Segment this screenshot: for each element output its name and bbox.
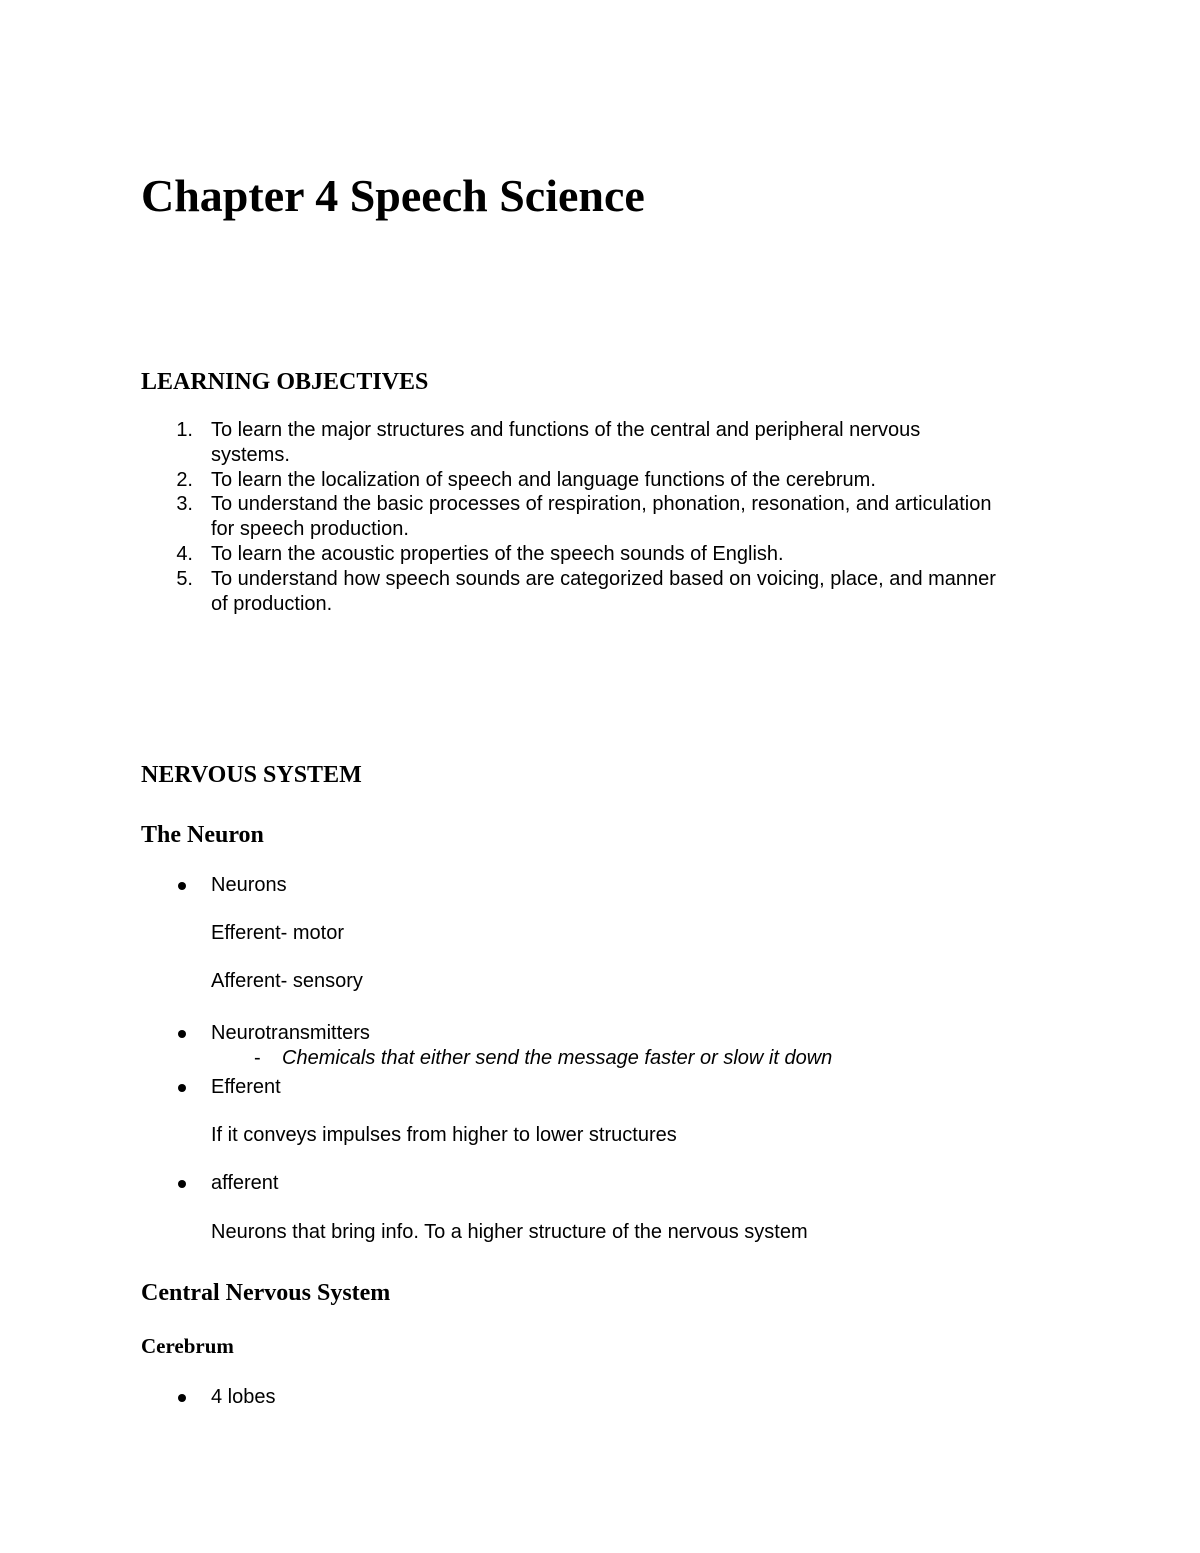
list-item: Neurons bbox=[211, 874, 287, 896]
central-nervous-system-heading: Central Nervous System bbox=[141, 1280, 391, 1306]
objective-text: To understand how speech sounds are categorized based on voicing, place, and manner bbox=[211, 568, 996, 590]
objective-text: To understand the basic processes of respiration, phonation, resonation, and articulation bbox=[211, 493, 992, 515]
bullet-icon bbox=[178, 1394, 186, 1402]
list-item-detail: Efferent- motor bbox=[211, 922, 345, 944]
objective-text: of production. bbox=[211, 593, 333, 615]
objective-text: To learn the acoustic properties of the speech sounds of English. bbox=[211, 543, 784, 565]
learning-objectives-heading: LEARNING OBJECTIVES bbox=[141, 369, 429, 395]
objective-text: systems. bbox=[211, 444, 290, 466]
bullet-icon bbox=[178, 1180, 186, 1188]
list-item-detail: Afferent- sensory bbox=[211, 970, 363, 992]
bullet-icon bbox=[178, 882, 186, 890]
list-item: afferent bbox=[211, 1172, 279, 1194]
bullet-icon bbox=[178, 1084, 186, 1092]
cerebrum-heading: Cerebrum bbox=[141, 1334, 234, 1358]
list-item: Efferent bbox=[211, 1076, 281, 1098]
list-item: Neurotransmitters bbox=[211, 1022, 370, 1044]
bullet-icon bbox=[178, 1030, 186, 1038]
objective-text: for speech production. bbox=[211, 518, 409, 540]
objective-number: 1. bbox=[176, 419, 193, 441]
objective-number: 4. bbox=[176, 543, 193, 565]
objective-number: 3. bbox=[176, 493, 193, 515]
objective-number: 2. bbox=[176, 469, 193, 491]
list-item: 4 lobes bbox=[211, 1386, 276, 1408]
neuron-heading: The Neuron bbox=[141, 822, 264, 848]
list-item-detail: If it conveys impulses from higher to lower structures bbox=[211, 1124, 677, 1146]
objective-text: To learn the localization of speech and language functions of the cerebrum. bbox=[211, 469, 876, 491]
page-title: Chapter 4 Speech Science bbox=[141, 170, 645, 221]
dash-marker: - bbox=[254, 1047, 261, 1069]
nervous-system-heading: NERVOUS SYSTEM bbox=[141, 762, 362, 788]
sub-list-item: Chemicals that either send the message faster or slow it down bbox=[282, 1047, 833, 1069]
list-item-detail: Neurons that bring info. To a higher structure of the nervous system bbox=[211, 1221, 808, 1243]
objective-text: To learn the major structures and functions of the central and peripheral nervous bbox=[211, 419, 921, 441]
objective-number: 5. bbox=[176, 568, 193, 590]
